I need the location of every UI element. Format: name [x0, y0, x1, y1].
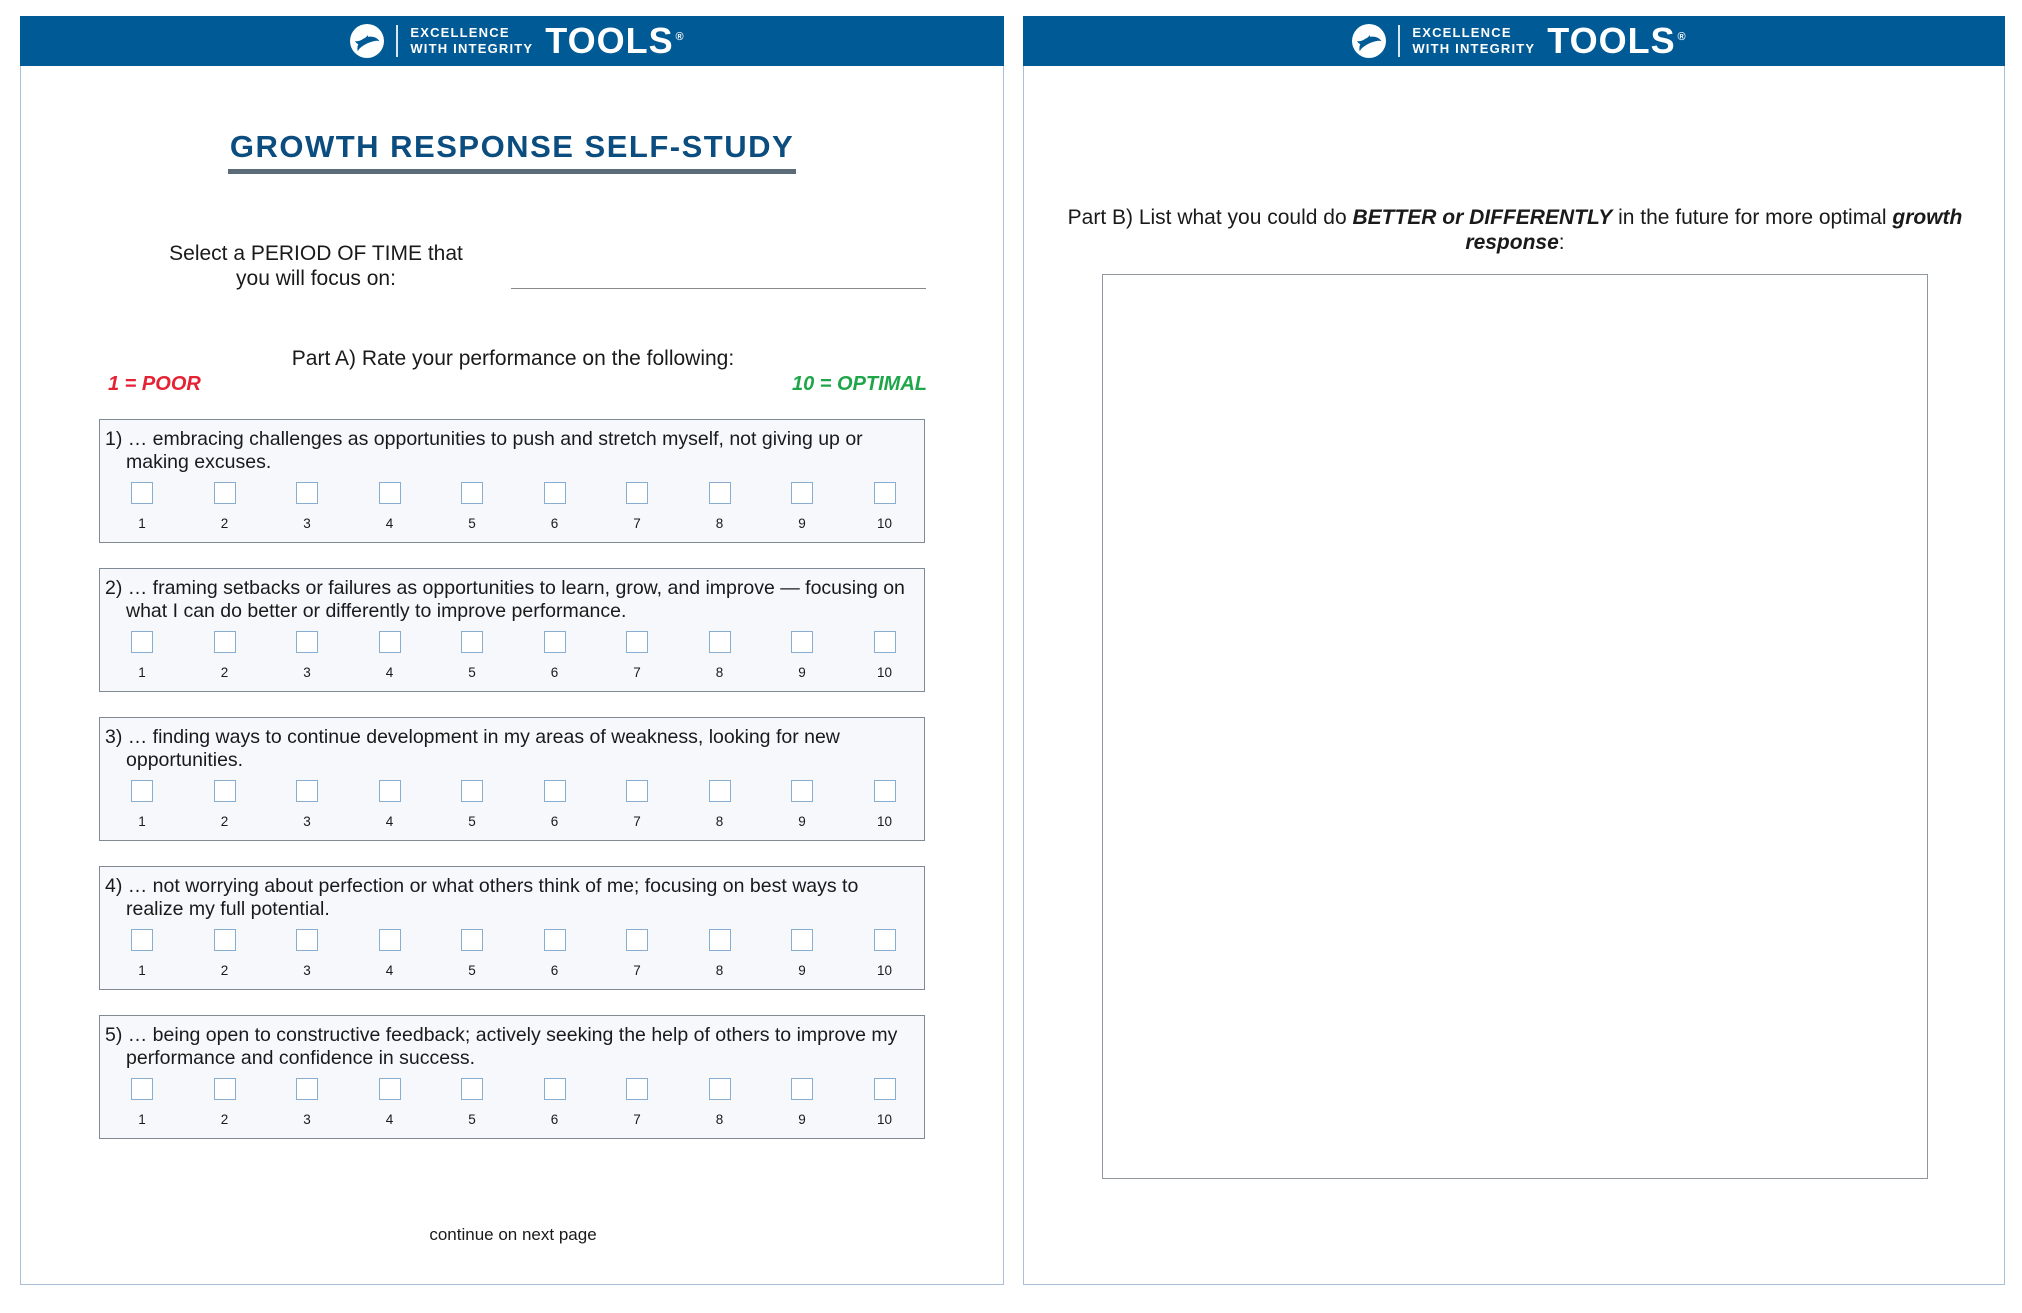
rating-option [370, 1078, 410, 1127]
rating-number: 8 [715, 665, 724, 680]
part-b-emphasis: BETTER or DIFFERENTLY [1352, 206, 1613, 229]
rating-number: 7 [633, 665, 641, 680]
rating-checkbox[interactable] [874, 482, 896, 504]
rating-checkbox[interactable] [709, 482, 731, 504]
rating-option [370, 929, 410, 978]
rating-number: 7 [633, 814, 641, 829]
worksheet-page-part-a [20, 16, 1004, 1285]
rating-option [782, 631, 822, 680]
question-text: 2) … framing setbacks or failures as opportunities to learn, grow, and improve — focusing on what I can do better or differently to improve performance. [105, 577, 905, 622]
rating-checkbox[interactable] [874, 1078, 896, 1100]
part-b-answer-box[interactable] [1102, 274, 1928, 1179]
worksheet-page-part-b [1023, 16, 2005, 1285]
rating-checkbox[interactable] [791, 929, 813, 951]
question-text: 4) … not worrying about perfection or what others think of me; focusing on best ways to realize my full potential. [105, 875, 859, 920]
rating-option [205, 780, 245, 829]
rating-checkbox[interactable] [709, 631, 731, 653]
rating-number: 10 [876, 814, 893, 829]
rating-checkbox[interactable] [131, 1078, 153, 1100]
rating-option [287, 631, 327, 680]
rating-checkbox[interactable] [379, 780, 401, 802]
rating-checkbox[interactable] [544, 482, 566, 504]
rating-option [122, 929, 162, 978]
rating-option [865, 631, 905, 680]
rating-option [617, 631, 657, 680]
rating-option [122, 482, 162, 531]
part-b-suffix: : [1558, 231, 1565, 254]
rating-checkbox[interactable] [379, 1078, 401, 1100]
rating-option [287, 929, 327, 978]
rating-number: 10 [876, 665, 893, 680]
rating-number: 1 [138, 963, 146, 978]
question-box [99, 568, 925, 692]
rating-checkbox[interactable] [626, 929, 648, 951]
swoosh-logo-icon [350, 24, 384, 58]
rating-number: 7 [633, 963, 641, 978]
scale-high-label: 10 = OPTIMAL [791, 373, 927, 395]
rating-number: 4 [385, 814, 394, 829]
rating-checkbox[interactable] [626, 631, 648, 653]
rating-option [122, 780, 162, 829]
rating-checkbox[interactable] [626, 780, 648, 802]
rating-checkbox[interactable] [379, 631, 401, 653]
rating-checkbox[interactable] [791, 780, 813, 802]
rating-number: 3 [303, 516, 311, 531]
part-b-emphasis-2: growth response [1465, 206, 1963, 254]
brand-header [1023, 16, 2005, 66]
rating-number: 5 [468, 963, 476, 978]
rating-number: 3 [303, 814, 311, 829]
rating-option [617, 780, 657, 829]
rating-number: 8 [715, 814, 724, 829]
rating-number: 8 [715, 516, 724, 531]
rating-number: 3 [303, 1112, 311, 1127]
rating-number: 1 [138, 665, 146, 680]
rating-option [700, 482, 740, 531]
rating-option [205, 1078, 245, 1127]
brand-tagline [410, 25, 533, 57]
rating-option [452, 780, 492, 829]
rating-number: 6 [550, 665, 559, 680]
rating-checkbox[interactable] [214, 1078, 236, 1100]
brand-name-text: TOOLS [545, 20, 674, 61]
brand-name [545, 20, 685, 61]
rating-option [617, 929, 657, 978]
rating-checkbox[interactable] [296, 1078, 318, 1100]
page-title-text: GROWTH RESPONSE SELF-STUDY [228, 129, 796, 174]
rating-option [535, 631, 575, 680]
rating-option [700, 780, 740, 829]
swoosh-logo-icon [1352, 24, 1386, 58]
part-a-prompt: Part A) Rate your performance on the following: [291, 347, 735, 370]
rating-number: 3 [303, 963, 311, 978]
rating-option [370, 482, 410, 531]
rating-number: 5 [468, 814, 476, 829]
rating-option [865, 929, 905, 978]
rating-checkbox[interactable] [214, 631, 236, 653]
question-box [99, 1015, 925, 1139]
rating-checkbox[interactable] [791, 482, 813, 504]
rating-checkbox[interactable] [709, 929, 731, 951]
rating-number: 6 [550, 814, 559, 829]
rating-checkbox[interactable] [874, 780, 896, 802]
rating-option [865, 482, 905, 531]
question-box [99, 419, 925, 543]
rating-number: 5 [468, 665, 476, 680]
rating-checkbox[interactable] [131, 482, 153, 504]
rating-option [782, 929, 822, 978]
rating-checkbox[interactable] [791, 1078, 813, 1100]
rating-number: 8 [715, 1112, 724, 1127]
rating-checkbox[interactable] [626, 482, 648, 504]
rating-checkbox[interactable] [874, 631, 896, 653]
rating-option [452, 631, 492, 680]
rating-checkbox[interactable] [379, 929, 401, 951]
rating-option [535, 780, 575, 829]
rating-checkbox[interactable] [544, 1078, 566, 1100]
rating-number: 2 [220, 665, 229, 680]
rating-checkbox[interactable] [296, 482, 318, 504]
rating-number: 10 [876, 1112, 893, 1127]
part-b-prompt [1024, 205, 2006, 255]
part-b-prefix: Part B) List what you could do [1067, 206, 1353, 229]
rating-option [205, 631, 245, 680]
rating-option [287, 482, 327, 531]
rating-checkbox[interactable] [544, 631, 566, 653]
rating-checkbox[interactable] [131, 780, 153, 802]
rating-option [535, 929, 575, 978]
rating-checkbox[interactable] [461, 482, 483, 504]
rating-number: 8 [715, 963, 724, 978]
rating-scale [100, 929, 924, 981]
rating-number: 1 [138, 516, 146, 531]
rating-number: 2 [220, 814, 229, 829]
rating-checkbox[interactable] [131, 631, 153, 653]
rating-option [617, 1078, 657, 1127]
rating-checkbox[interactable] [874, 929, 896, 951]
rating-scale [100, 780, 924, 832]
question-text: 5) … being open to constructive feedback; actively seeking the help of others to improve my performance and confidence in success. [105, 1024, 898, 1069]
rating-scale [100, 631, 924, 683]
rating-number: 9 [798, 516, 806, 531]
rating-number: 9 [798, 814, 806, 829]
rating-checkbox[interactable] [214, 482, 236, 504]
brand-header [20, 16, 1004, 66]
rating-checkbox[interactable] [214, 929, 236, 951]
question-box [99, 717, 925, 841]
rating-number: 5 [468, 1112, 476, 1127]
rating-option [370, 631, 410, 680]
part-b-middle: in the future for more optimal [1612, 206, 1893, 229]
rating-number: 2 [220, 1112, 229, 1127]
rating-option [535, 482, 575, 531]
question-box [99, 866, 925, 990]
rating-checkbox[interactable] [296, 780, 318, 802]
period-label: Select a PERIOD OF TIME that you will focus on: [169, 242, 463, 290]
continue-note: continue on next page [429, 1225, 597, 1244]
brand-tagline [1412, 25, 1535, 57]
rating-option [782, 482, 822, 531]
rating-checkbox[interactable] [296, 631, 318, 653]
rating-number: 9 [798, 665, 806, 680]
rating-option [122, 631, 162, 680]
rating-option [700, 1078, 740, 1127]
rating-checkbox[interactable] [379, 482, 401, 504]
rating-checkbox[interactable] [214, 780, 236, 802]
rating-option [782, 1078, 822, 1127]
rating-scale [100, 482, 924, 534]
rating-number: 7 [633, 516, 641, 531]
rating-checkbox[interactable] [461, 631, 483, 653]
rating-number: 4 [385, 665, 394, 680]
rating-number: 1 [138, 814, 146, 829]
rating-option [865, 1078, 905, 1127]
rating-option [452, 1078, 492, 1127]
rating-number: 6 [550, 1112, 559, 1127]
rating-number: 2 [220, 963, 229, 978]
rating-checkbox[interactable] [461, 780, 483, 802]
rating-number: 10 [876, 516, 893, 531]
brand-tagline-line2: WITH INTEGRITY [1412, 41, 1536, 56]
rating-option [700, 929, 740, 978]
rating-option [205, 482, 245, 531]
rating-option [535, 1078, 575, 1127]
rating-number: 3 [303, 665, 311, 680]
rating-number: 9 [798, 1112, 806, 1127]
rating-checkbox[interactable] [296, 929, 318, 951]
scale-low-label: 1 = POOR [108, 373, 201, 395]
rating-option [782, 780, 822, 829]
rating-option [452, 482, 492, 531]
rating-number: 4 [385, 516, 394, 531]
rating-number: 7 [633, 1112, 641, 1127]
rating-option [700, 631, 740, 680]
rating-number: 10 [876, 963, 893, 978]
rating-checkbox[interactable] [544, 929, 566, 951]
rating-number: 4 [385, 1112, 394, 1127]
rating-checkbox[interactable] [626, 1078, 648, 1100]
rating-number: 2 [220, 516, 229, 531]
rating-number: 9 [798, 963, 806, 978]
registered-mark: ® [1677, 31, 1687, 43]
brand-tagline-line1: EXCELLENCE [410, 25, 510, 40]
rating-checkbox[interactable] [709, 780, 731, 802]
brand-divider [1398, 25, 1400, 57]
brand-name-text: TOOLS [1547, 20, 1676, 61]
rating-option [865, 780, 905, 829]
rating-option [370, 780, 410, 829]
rating-number: 6 [550, 963, 559, 978]
period-input-line[interactable] [511, 288, 926, 289]
rating-number: 4 [385, 963, 394, 978]
rating-checkbox[interactable] [791, 631, 813, 653]
rating-checkbox[interactable] [461, 1078, 483, 1100]
rating-option [205, 929, 245, 978]
brand-tagline-line2: WITH INTEGRITY [410, 41, 534, 56]
rating-option [122, 1078, 162, 1127]
rating-number: 1 [138, 1112, 146, 1127]
registered-mark: ® [675, 31, 685, 43]
rating-option [452, 929, 492, 978]
rating-number: 6 [550, 516, 559, 531]
question-text: 3) … finding ways to continue development in my areas of weakness, looking for new opportunities. [105, 726, 840, 771]
brand-divider [396, 25, 398, 57]
brand-name [1547, 20, 1687, 61]
brand-tagline-line1: EXCELLENCE [1412, 25, 1512, 40]
rating-checkbox[interactable] [544, 780, 566, 802]
rating-scale [100, 1078, 924, 1130]
rating-option [287, 780, 327, 829]
rating-checkbox[interactable] [461, 929, 483, 951]
rating-checkbox[interactable] [131, 929, 153, 951]
question-text: 1) … embracing challenges as opportunities to push and stretch myself, not giving up or making excuses. [105, 428, 863, 473]
page-title [21, 129, 1003, 174]
rating-checkbox[interactable] [709, 1078, 731, 1100]
rating-number: 5 [468, 516, 476, 531]
rating-option [287, 1078, 327, 1127]
rating-option [617, 482, 657, 531]
